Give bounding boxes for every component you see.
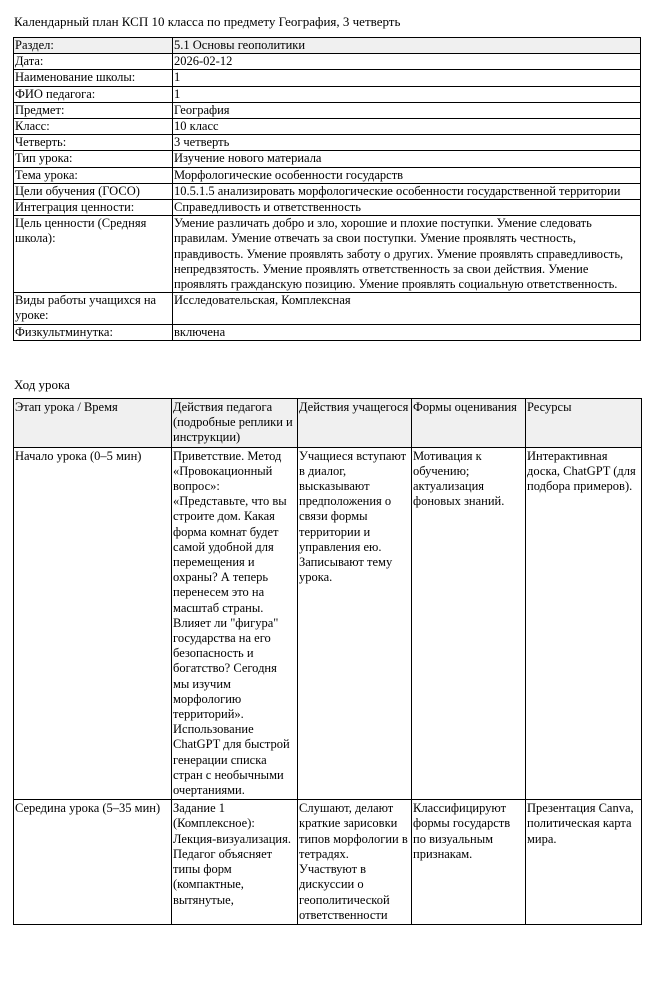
resources-cell: Презентация Canva, политическая карта мира. (526, 800, 642, 925)
meta-row (14, 151, 641, 167)
meta-key: Виды работы учащихся на уроке: (14, 293, 173, 324)
meta-value: 5.1 Основы геополитики (173, 38, 641, 54)
meta-key: Тип урока: (14, 151, 173, 167)
lesson-flow-table (13, 398, 642, 925)
assessment-cell: Мотивация к обучению; актуализация фоновых знаний. (412, 447, 526, 800)
meta-value: 10 класс (173, 119, 641, 135)
meta-key: Дата: (14, 54, 173, 70)
meta-row (14, 324, 641, 340)
teacher-cell: Задание 1 (Комплексное): Лекция-визуализация. Педагог объясняет типы форм (компактные, вытянутые, (172, 800, 298, 925)
assessment-cell: Классифицируют формы государств по визуальным признакам. (412, 800, 526, 925)
meta-key: Цели обучения (ГОСО) (14, 183, 173, 199)
student-cell: Учащиеся вступают в диалог, высказывают предположения о связи формы территории и управления ею. Записывают тему урока. (298, 447, 412, 800)
col-header-assessment: Формы оценивания (412, 399, 526, 448)
meta-key: Наименование школы: (14, 70, 173, 86)
meta-row (14, 38, 641, 54)
page-title: Календарный план КСП 10 класса по предмету География, 3 четверть (14, 14, 401, 29)
meta-key: ФИО педагога: (14, 86, 173, 102)
meta-row (14, 70, 641, 86)
meta-row (14, 167, 641, 183)
meta-value: 10.5.1.5 анализировать морфологические особенности государственной территории (173, 183, 641, 199)
meta-row (14, 135, 641, 151)
meta-row (14, 86, 641, 102)
meta-value: Исследовательская, Комплексная (173, 293, 641, 324)
meta-key: Четверть: (14, 135, 173, 151)
meta-value: 1 (173, 70, 641, 86)
meta-key: Предмет: (14, 102, 173, 118)
meta-row (14, 119, 641, 135)
stage-cell: Начало урока (0–5 мин) (14, 447, 172, 800)
meta-value: 1 (173, 86, 641, 102)
meta-value: Изучение нового материала (173, 151, 641, 167)
meta-key: Физкультминутка: (14, 324, 173, 340)
meta-value: 2026-02-12 (173, 54, 641, 70)
meta-value: 3 четверть (173, 135, 641, 151)
meta-value: Справедливость и ответственность (173, 200, 641, 216)
meta-row (14, 183, 641, 199)
meta-row (14, 102, 641, 118)
student-cell: Слушают, делают краткие зарисовки типов морфологии в тетрадях. Участвуют в дискуссии о геополитической ответственности (298, 800, 412, 925)
meta-key: Тема урока: (14, 167, 173, 183)
meta-value: Умение различать добро и зло, хорошие и плохие поступки. Умение следовать правилам. Умение отвечать за свои поступки. Умение проявлять честность, правдивость. Умение проявлять заботу о других. Умение проявлять справедливость, непредвзятость. Умение проявлять ответственность за свои действия. Умение проявлять гражданскую позицию. Умение проявлять социальную ответственность. (173, 216, 641, 293)
lesson-meta-table (13, 37, 641, 341)
meta-row (14, 216, 641, 293)
col-header-student: Действия учащегося (298, 399, 412, 448)
meta-value: География (173, 102, 641, 118)
lesson-row (14, 447, 642, 800)
resources-cell: Интерактивная доска, ChatGPT (для подбора примеров). (526, 447, 642, 800)
lesson-row (14, 800, 642, 925)
meta-row (14, 54, 641, 70)
stage-cell: Середина урока (5–35 мин) (14, 800, 172, 925)
meta-value: включена (173, 324, 641, 340)
meta-key: Цель ценности (Средняя школа): (14, 216, 173, 293)
meta-key: Класс: (14, 119, 173, 135)
col-header-stage: Этап урока / Время (14, 399, 172, 448)
teacher-cell: Приветствие. Метод «Провокационный вопрос»: «Представьте, что вы строите дом. Какая форма комнат будет самой удобной для перемещения и охраны? А теперь перенесем это на масштаб страны. Влияет ли "фигура" государства на его безопасность и богатство? Сегодня мы изучим морфологию территорий». Использование ChatGPT для быстрой генерации списка стран с необычными очертаниями. (172, 447, 298, 800)
lesson-flow-heading: Ход урока (14, 377, 70, 392)
col-header-teacher: Действия педагога (подробные реплики и инструкции) (172, 399, 298, 448)
col-header-resources: Ресурсы (526, 399, 642, 448)
meta-key: Раздел: (14, 38, 173, 54)
lesson-header-row (14, 399, 642, 448)
meta-row (14, 200, 641, 216)
meta-value: Морфологические особенности государств (173, 167, 641, 183)
meta-key: Интеграция ценности: (14, 200, 173, 216)
meta-row (14, 293, 641, 324)
